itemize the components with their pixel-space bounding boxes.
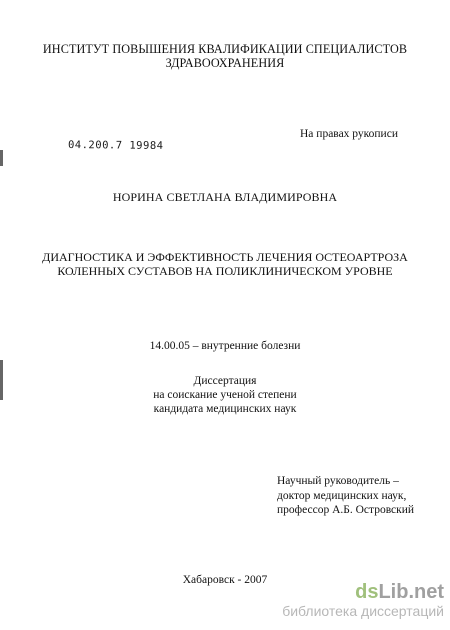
title-line-2: КОЛЕННЫХ СУСТАВОВ НА ПОЛИКЛИНИЧЕСКОМ УРОВНЕ	[57, 264, 393, 278]
watermark-subtitle: библиотека диссертаций	[282, 603, 444, 619]
institute-line-2: ЗДРАВООХРАНЕНИЯ	[165, 56, 285, 70]
institute-line-1: ИНСТИТУТ ПОВЫШЕНИЯ КВАЛИФИКАЦИИ СПЕЦИАЛИСТОВ	[42, 42, 408, 56]
logo-ds-part: ds	[355, 581, 379, 603]
specialty-code: 14.00.05 – внутренние болезни	[149, 340, 301, 352]
institute-name	[0, 42, 450, 70]
advisor-line-2: доктор медицинских наук,	[277, 489, 407, 502]
author-name: НОРИНА СВЕТЛАНА ВЛАДИМИРОВНА	[112, 190, 338, 204]
degree-line-1: Диссертация	[193, 375, 257, 387]
degree-line-2: на соискание ученой степени	[153, 389, 297, 401]
advisor-line-3: профессор А.Б. Островский	[277, 504, 415, 516]
manuscript-rights-label: На правах рукописи	[300, 128, 398, 140]
degree-statement	[0, 374, 450, 416]
scientific-advisor	[277, 474, 414, 518]
advisor-line-1: Научный руководитель –	[277, 475, 399, 487]
dslib-logo	[282, 581, 444, 603]
title-line-1: ДИАГНОСТИКА И ЭФФЕКТИВНОСТЬ ЛЕЧЕНИЯ ОСТЕОАРТРОЗА	[42, 250, 408, 264]
registration-stamp: 04.200.7 19984	[67, 139, 164, 152]
logo-lib-part: Lib.net	[378, 581, 444, 603]
scan-edge-mark	[0, 150, 3, 166]
dslib-watermark	[282, 581, 444, 619]
scan-edge-mark	[0, 360, 3, 400]
degree-line-3: кандидата медицинских наук	[153, 403, 297, 415]
city-year: Хабаровск - 2007	[182, 574, 268, 586]
dissertation-title	[0, 250, 450, 278]
